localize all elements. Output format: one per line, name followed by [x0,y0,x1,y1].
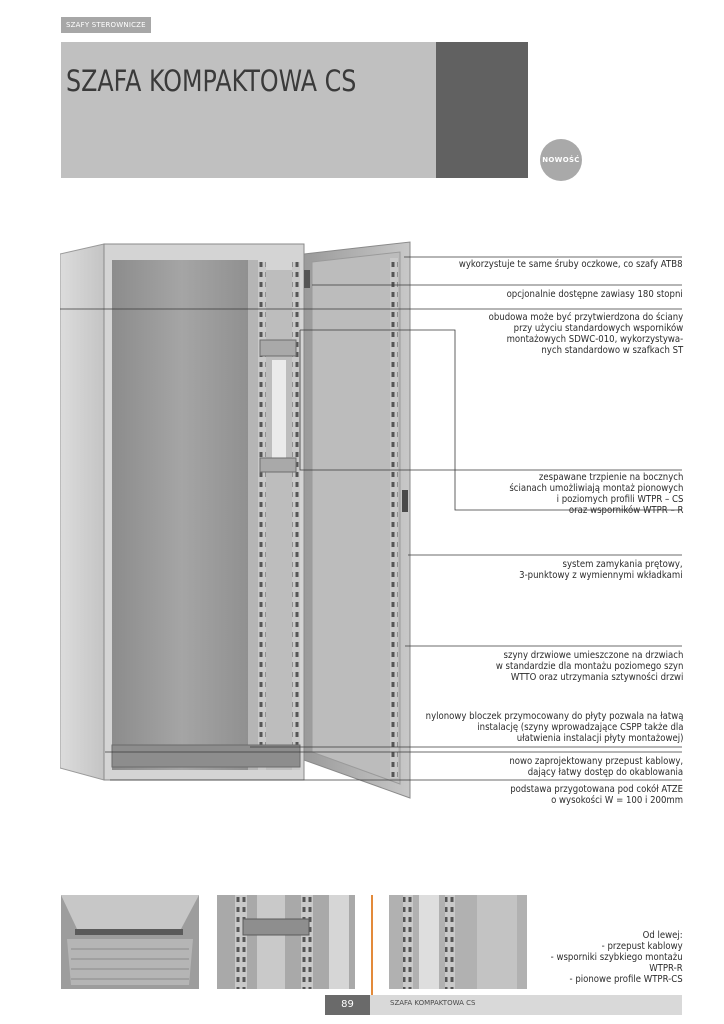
cabinet-side-wall [60,244,104,780]
vertical-profile-left [258,262,266,770]
lock-handle [402,490,408,512]
bracket-wtpr-r-upper [260,340,296,356]
cable-entry [112,745,300,767]
hinge-top [304,270,310,288]
header-band [0,42,724,178]
mounting-plate [112,260,252,770]
section-tag: SZAFY STEROWNICZE [61,17,151,33]
thumbnail-caption: Od lewej: - przepust kablowy - wsporniki szybkiego montażu WTPR-R - pionowe profile WTPR-CS [551,930,683,985]
cabinet-illustration [60,240,420,800]
door-rail [390,258,398,778]
thumbnail-vertical-profiles [389,895,527,989]
vertical-profile-right [292,262,300,770]
thumbnail-cable-entry [61,895,199,989]
page-number: 89 [325,995,370,1015]
callout-5: system zamykania prętowy, 3-punktowy z wymiennymi wkładkami [519,559,683,581]
footer-label: SZAFA KOMPAKTOWA CS [390,999,476,1007]
callout-9: podstawa przygotowana pod cokół ATZE o wysokości W = 100 i 200mm [510,784,683,806]
callout-4: zespawane trzpienie na bocznych ścianach umożliwiają montaż pionowych i poziomych profili WTPR – CS oraz wsporników WTPR – R [508,472,683,516]
callout-3: obudowa może być przytwierdzona do ściany przy użyciu standardowych wsporników montażowych SDWC-010, wykorzystywa- nych standardowo w szafkach ST [488,312,683,356]
header-dark-panel [436,42,528,178]
callout-1: wykorzystuje te same śruby oczkowe, co szafy ATB8 [459,259,683,270]
header-light-panel [61,42,436,178]
new-badge: NOWOŚĆ [540,139,582,181]
bracket-wtpr-r-lower [260,458,296,472]
callout-8: nowo zaprojektowany przepust kablowy, dający łatwy dostęp do okablowania [509,756,683,778]
callout-2: opcjonalnie dostępne zawiasy 180 stopni [506,289,683,300]
page-title: SZAFA KOMPAKTOWA CS [66,64,357,98]
thumbnail-brackets [217,895,355,989]
callout-6: szyny drzwiowe umieszczone na drzwiach w standardzie dla montażu poziomego szyn WTTO oraz utrzymania sztywności drzwi [495,650,683,683]
callout-7: nylonowy bloczek przymocowany do płyty pozwala na łatwą instalację (szyny wprowadzające CSPP także dla ułatwienia instalacji płyty montażowej) [425,711,683,744]
accent-rule [371,895,373,995]
